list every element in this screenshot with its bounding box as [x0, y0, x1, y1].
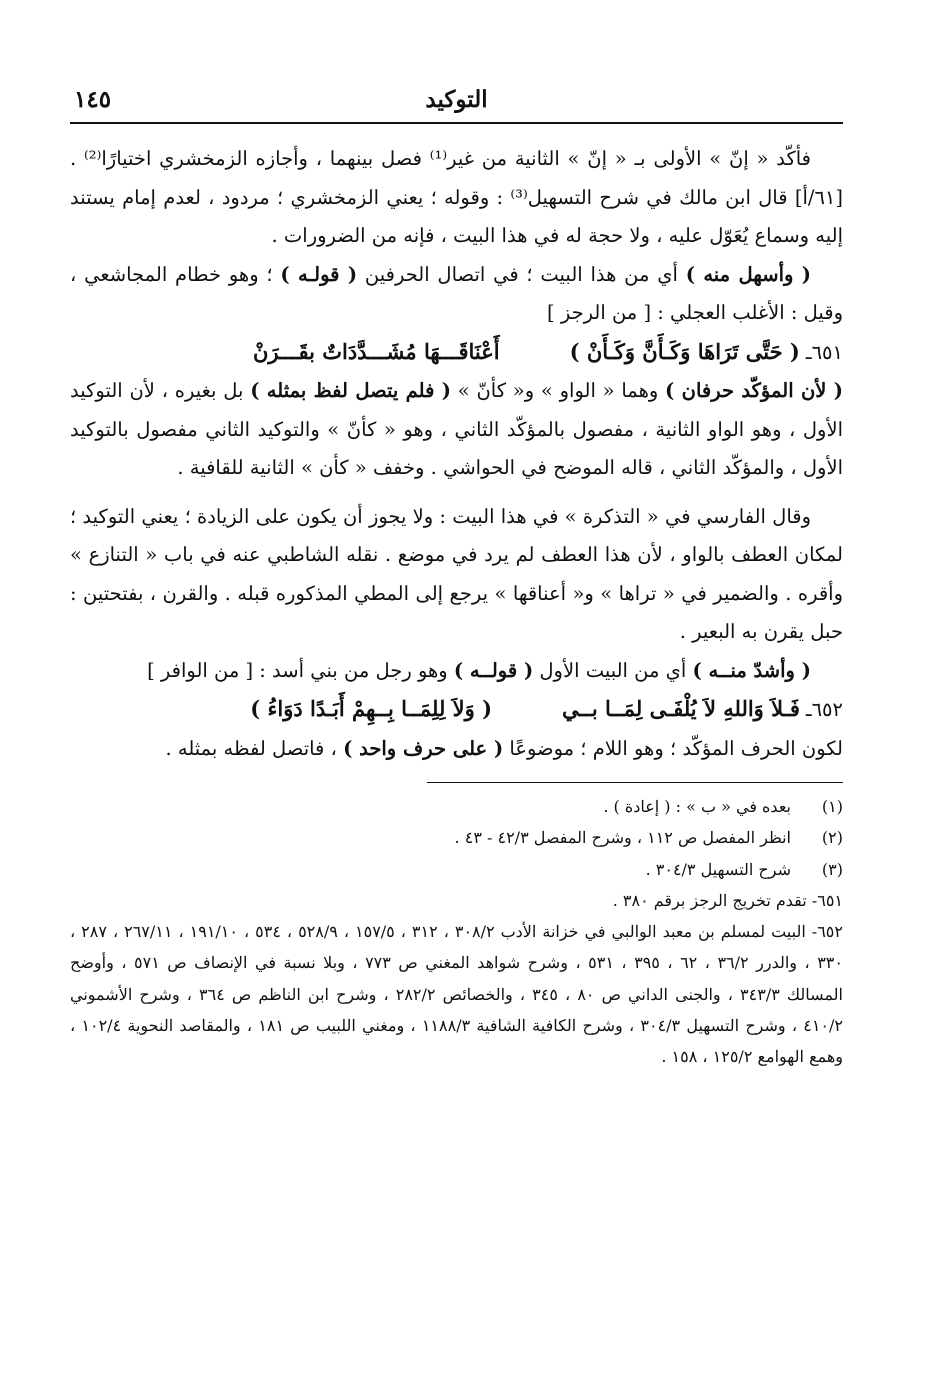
verse-number: ٦٥١ـ — [805, 340, 843, 364]
footnote-text: انظر المفصل ص ١١٢ ، وشرح المفصل ٤٢/٣ - ٤٣ . — [454, 828, 791, 848]
verse-first-hemistich: ( حَتَّى تَرَاهَا وَكَـأَنَّ وَكَـأَنْ ) — [569, 338, 800, 364]
verse-second-hemistich: أَعْنَاقَـــهَا مُشَـــدَّدَاتٌ بقَـــرَنْ — [252, 338, 500, 364]
paragraph-text: ، فاتصل لفظه بمثله . — [165, 736, 344, 760]
verse-number: ٦٥٢ـ — [805, 698, 843, 721]
bold-term: ( وأشدّ منــه ) — [692, 658, 811, 682]
verse-651 — [70, 333, 843, 373]
bold-term: ( وأسهل منه ) — [685, 262, 811, 286]
page-number: ١٤٥ — [74, 86, 112, 113]
footnote — [70, 791, 843, 822]
verse-first-hemistich: فَـلاَ وَاللهِ لاَ يُلْفَـى لِمَــا بــي — [562, 696, 800, 721]
paragraph-text: بل بغيره ، لأن التوكيد الأول ، وهو الواو الثانية ، مفصول بالمؤكّد الثاني ، وهو « كأنّ » والتوكيد الثاني مفصول بالتوكيد الأول ، والمؤكّد الثاني ، قاله الموضح في الحواشي . وخفف « كأن » الثانية للقافية . — [70, 379, 843, 479]
bold-term: ( قولــه ) — [453, 658, 534, 682]
paragraph: فأكّد « إنّ » الأولى بـ « إنّ » الثانية من غير⁽¹⁾ فصل بينهما ، وأجازه الزمخشري اختيارًا⁽²⁾ . [٦١/أ] قال ابن مالك في شرح التسهيل⁽³⁾ : وقوله ؛ يعني الزمخشري ؛ مردود ، لعدم إمام يستند إليه وسماع يُعَوّل عليه ، ولا حجة له في هذا البيت ، فإنه من الضرورات . — [70, 147, 843, 247]
footnote-ref: (٣) — [821, 859, 843, 879]
bold-term: ( قولـه ) — [280, 262, 358, 286]
footnote-ref: (١) — [821, 797, 843, 816]
paragraph-text: وهما « الواو » و« كأنّ » — [451, 379, 666, 402]
bold-term: ( فلم يتصل لفظ بمثله ) — [250, 379, 452, 402]
paragraph — [70, 730, 843, 769]
paragraph: وقال الفارسي في « التذكرة » في هذا البيت : ولا يجوز أن يكون على الزيادة ؛ يعني التوكيد ؛ لمكان العطف بالواو ، لأن هذا العطف لم يرد في موضع . نقله الشاطبي عنه في باب « التنازع » وأقره . والضمير في « تراها » و« أعناقها » يرجع إلى المطي المذكوره قبله . والقرن ، بفتحتين : حبل يقرن به البعير . — [70, 504, 843, 643]
paragraph-text: أي من هذا البيت ؛ في اتصال الحرفين — [357, 262, 686, 286]
paragraph — [70, 372, 843, 488]
main-text — [70, 140, 843, 768]
footnote-divider — [427, 782, 843, 783]
book-page — [70, 82, 843, 1073]
paragraph-text: أي من البيت الأول — [533, 658, 693, 682]
paragraph-text: وهو رجل من بني أسد : [ من الوافر ] — [147, 658, 454, 682]
source-note: ٦٥٢- البيت لمسلم بن معبد الوالبي في خزانة الأدب ٣٠٨/٢ ، ٣١٢ ، ١٥٧/٥ ، ٥٢٨/٩ ، ٥٣٤ ، ١٩١/١٠ ، ٢٦٧/١١ ، ٢٨٧ ، ٣٣٠ ، والدرر ٣٦/٢ ، ٦٢ ، ٣٩٥ ، ٥٣١ ، وشرح شواهد المغني ص ٧٧٣ ، وبلا نسبة في الإنصاف ص ٥٧١ ، وأوضح المسالك ٣٤٣/٣ ، والجنى الداني ص ٨٠ ، ٣٤٥ ، والخصائص ٢٨٢/٢ ، وشرح ابن الناظم ص ٣٦٤ ، وشرح الأشموني ٤١٠/٢ ، وشرح التسهيل ٣٠٤/٣ ، وشرح الكافية الشافية ١١٨٨/٣ ، ومغني اللبيب ص ١٨١ ، والمقاصد النحوية ١٠٢/٤ ، وهمع الهوامع ١٢٥/٢ ، ١٥٨ . — [70, 922, 843, 1067]
chapter-title: التوكيد — [425, 86, 488, 113]
footnote-ref: (٢) — [821, 828, 843, 848]
paragraph-text: ؛ وهو خطام المجاشعي ، وقيل : الأغلب العجلي : [ من الرجز ] — [70, 262, 843, 324]
footnotes — [70, 791, 843, 1073]
running-header — [70, 82, 843, 124]
paragraph-text: لكون الحرف المؤكّد ؛ وهو اللام ؛ موضوعًا — [503, 736, 843, 760]
paragraph-gap — [70, 488, 843, 498]
verse-second-hemistich: ( وَلاَ لِلِمَــا بِــهِمْ أَبَـدًا دَوَاءُ ) — [250, 696, 493, 721]
bold-term: ( على حرف واحد ) — [343, 736, 504, 760]
footnote-text: بعده في « ب » : ( إعادة ) . — [603, 797, 791, 816]
paragraph — [70, 652, 843, 691]
footnote-text: شرح التسهيل ٣٠٤/٣ . — [645, 859, 791, 879]
footnote — [70, 822, 843, 853]
source-note: ٦٥١- تقدم تخريج الرجز برقم ٣٨٠ . — [612, 890, 843, 910]
paragraph — [70, 256, 843, 333]
verse-652 — [70, 690, 843, 730]
bold-term: ( لأن المؤكّد حرفان ) — [665, 379, 844, 402]
footnote — [70, 854, 843, 885]
